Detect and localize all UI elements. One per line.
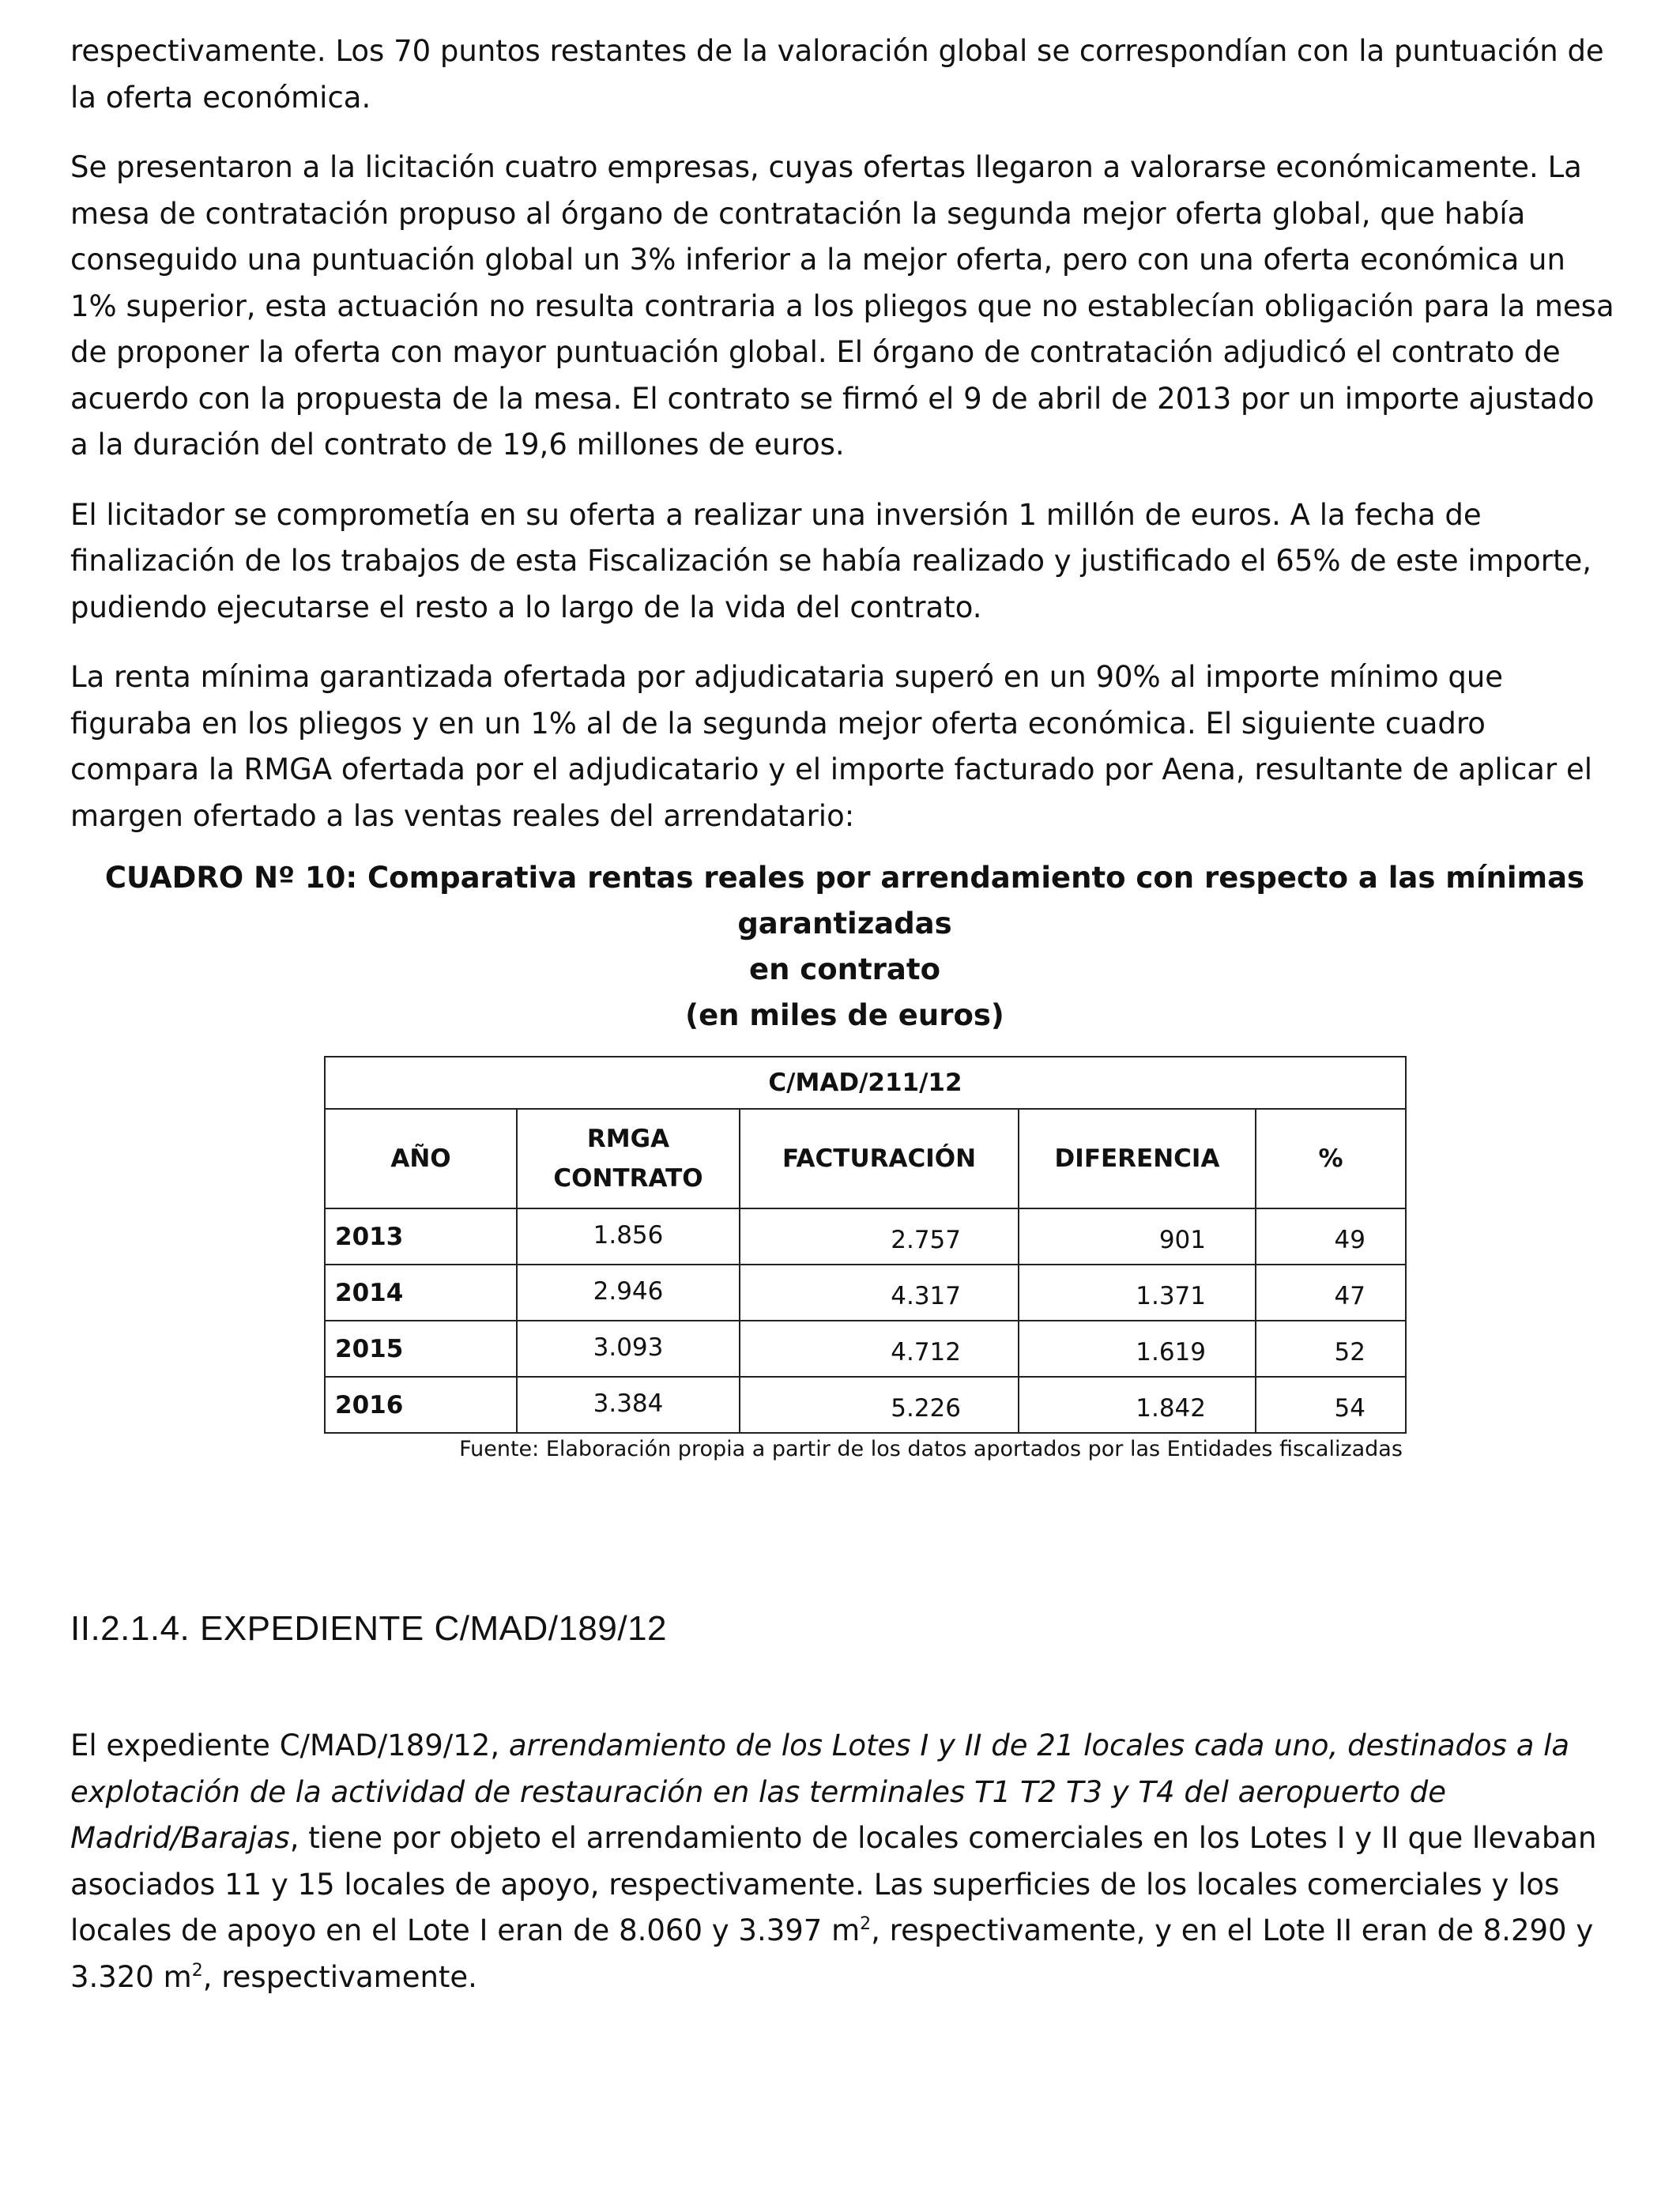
cell-pct: 54 xyxy=(1256,1377,1406,1433)
cell-pct: 47 xyxy=(1256,1265,1406,1321)
data-table-container xyxy=(324,1056,1407,1434)
paragraph-3: El licitador se comprometía en su oferta a realizar una inversión 1 millón de euros. A la fecha de finalización de los trabajos de esta Fiscalización se había realizado y justificado el 65% de este importe, pudiendo ejecutarse el resto a lo largo de la vida del contrato. xyxy=(70,497,1592,624)
paragraph-5-part-4: , respectivamente. xyxy=(202,1959,477,1994)
superscript-2: 2 xyxy=(191,1960,203,1981)
table-title-line-1: CUADRO Nº 10: Comparativa rentas reales por arrendamiento con respecto a las mínimas garantizadas xyxy=(104,861,1585,941)
data-table xyxy=(324,1056,1407,1434)
col-header-year: AÑO xyxy=(325,1109,517,1208)
paragraph-5-part-3: , respectivamente, y en el Lote II eran de 8.290 y 3.320 m xyxy=(70,1913,1594,1994)
cell-year: 2015 xyxy=(325,1321,517,1377)
cell-diferencia: 1.371 xyxy=(1019,1265,1256,1321)
cell-year: 2013 xyxy=(325,1208,517,1265)
table-title-line-2: en contrato xyxy=(748,952,941,986)
section-heading: II.2.1.4. EXPEDIENTE C/MAD/189/12 xyxy=(70,1609,668,1648)
col-header-rmga-line-2: CONTRATO xyxy=(553,1164,703,1193)
paragraph-5-part-2: , tiene por objeto el arrendamiento de locales comerciales en los Lotes I y II que llevaban asociados 11 y 15 locales de apoyo, respectivamente. Las superficies de los locales comerciales y los locales de apoyo en el Lote I eran de 8.060 y 3.397 m xyxy=(70,1821,1597,1947)
cell-pct: 49 xyxy=(1256,1208,1406,1265)
table-source-note: Fuente: Elaboración propia a partir de los datos aportados por las Entidades fiscalizadas xyxy=(459,1437,1403,1461)
paragraph-5-part-1: El expediente C/MAD/189/12, xyxy=(70,1728,509,1762)
paragraph-4: La renta mínima garantizada ofertada por adjudicataria superó en un 90% al importe mínimo que figuraba en los pliegos y en un 1% al de la segunda mejor oferta económica. El siguiente cuadro compara la RMGA ofertada por el adjudicatario y el importe facturado por Aena, resultante de aplicar el margen ofertado a las ventas reales del arrendatario: xyxy=(70,660,1592,833)
paragraph-5-italic: arrendamiento de los Lotes I y II de 21 locales cada uno, destinados a la explotación de la actividad de restauración en las terminales T1 T2 T3 y T4 del aeropuerto de Madrid/Barajas xyxy=(70,1728,1570,1855)
table-title-line-3: (en miles de euros) xyxy=(685,998,1004,1032)
cell-rmga: 3.384 xyxy=(517,1377,740,1433)
paragraph-2: Se presentaron a la licitación cuatro empresas, cuyas ofertas llegaron a valorarse económicamente. La mesa de contratación propuso al órgano de contratación la segunda mejor oferta global, que había conseguido una puntuación global un 3% inferior a la mejor oferta, pero con una oferta económica un 1% superior, esta actuación no resulta contraria a los pliegos que no establecían obligación para la mesa de proponer la oferta con mayor puntuación global. El órgano de contratación adjudicó el contrato de acuerdo con la propuesta de la mesa. El contrato se firmó el 9 de abril de 2013 por un importe ajustado a la duración del contrato de 19,6 millones de euros. xyxy=(70,150,1614,462)
cell-facturacion: 4.712 xyxy=(740,1321,1019,1377)
cell-facturacion: 4.317 xyxy=(740,1265,1019,1321)
cell-rmga: 2.946 xyxy=(517,1265,740,1321)
cell-rmga: 1.856 xyxy=(517,1208,740,1265)
table-group-header: C/MAD/211/12 xyxy=(325,1057,1406,1109)
superscript-1: 2 xyxy=(860,1914,872,1934)
cell-diferencia: 901 xyxy=(1019,1208,1256,1265)
table-title xyxy=(70,855,1619,1039)
table-row xyxy=(325,1321,1406,1377)
document-body xyxy=(70,28,1619,1039)
col-header-rmga-line-1: RMGA xyxy=(586,1125,670,1153)
col-header-facturacion: FACTURACIÓN xyxy=(740,1109,1019,1208)
cell-pct: 52 xyxy=(1256,1321,1406,1377)
cell-diferencia: 1.842 xyxy=(1019,1377,1256,1433)
cell-facturacion: 5.226 xyxy=(740,1377,1019,1433)
cell-rmga: 3.093 xyxy=(517,1321,740,1377)
table-row xyxy=(325,1265,1406,1321)
cell-diferencia: 1.619 xyxy=(1019,1321,1256,1377)
col-header-pct: % xyxy=(1256,1109,1406,1208)
cell-facturacion: 2.757 xyxy=(740,1208,1019,1265)
cell-year: 2014 xyxy=(325,1265,517,1321)
table-row xyxy=(325,1377,1406,1433)
paragraph-1: respectivamente. Los 70 puntos restantes de la valoración global se correspondían con la puntuación de la oferta económica. xyxy=(70,34,1604,115)
paragraph-5 xyxy=(70,1723,1619,2000)
table-row xyxy=(325,1208,1406,1265)
col-header-diferencia: DIFERENCIA xyxy=(1019,1109,1256,1208)
cell-year: 2016 xyxy=(325,1377,517,1433)
col-header-rmga xyxy=(517,1109,740,1208)
